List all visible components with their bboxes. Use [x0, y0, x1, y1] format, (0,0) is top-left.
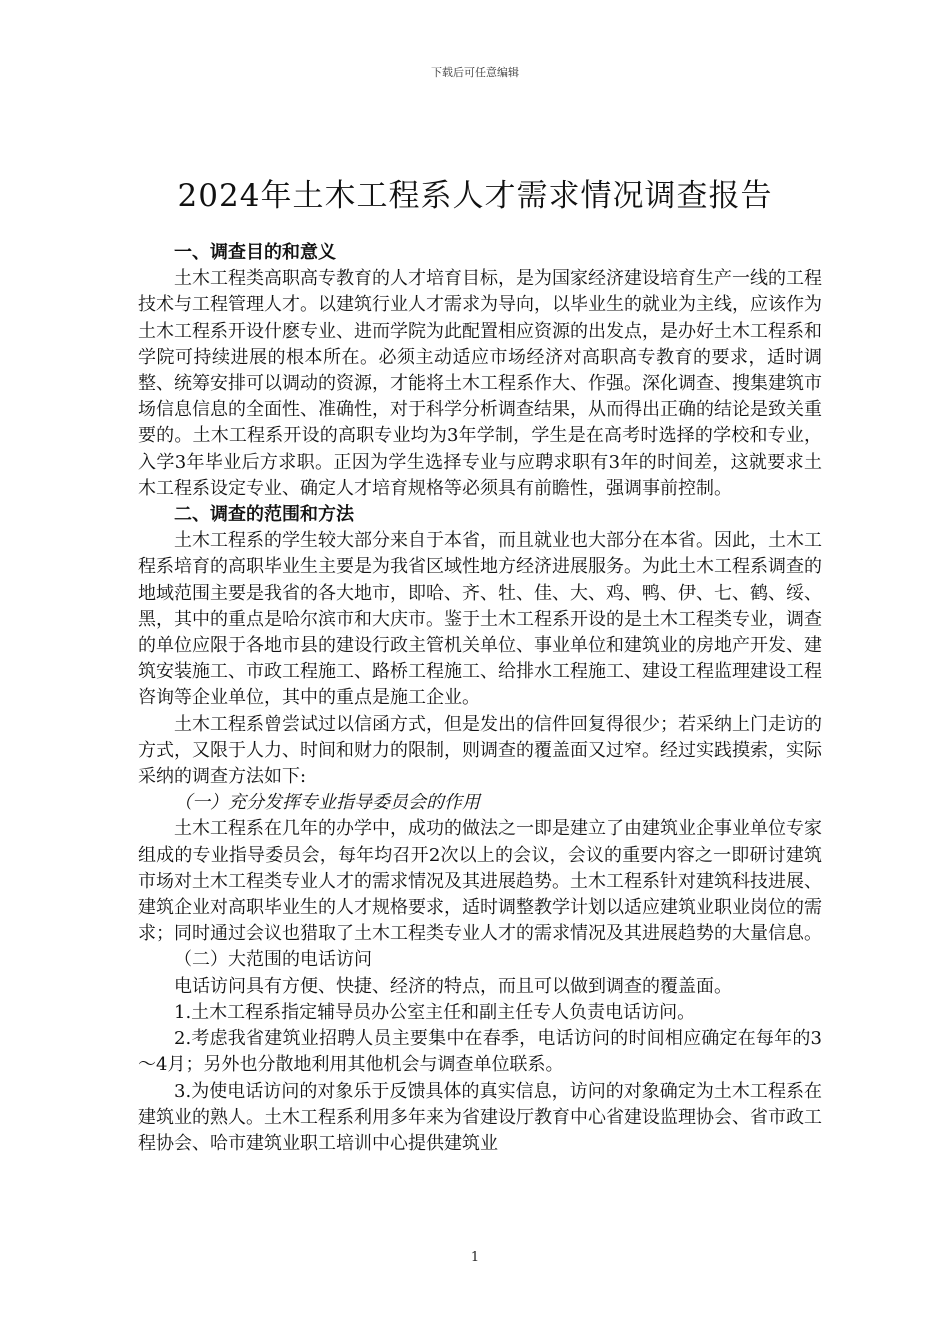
document-body	[138, 240, 822, 1157]
document-title: 2024年土木工程系人才需求情况调查报告	[177, 178, 773, 214]
paragraph: 电话访问具有方便、快捷、经济的特点，而且可以做到调查的覆盖面。	[174, 975, 732, 997]
section-heading-scope: 二、调查的范围和方法	[174, 504, 354, 526]
subsection-heading-phone: （二）大范围的电话访问	[174, 949, 372, 971]
paragraph: 土木工程系在几年的办学中，成功的做法之一即是建立了由建筑业企事业单位专家组成的专业指导委员会，每年均召开2次以上的会议，会议的重要内容之一即研讨建筑市场对土木工程类专业人才的需求情况及其进展趋势。土木工程系针对建筑科技进展、建筑企业对高职毕业生的人才规格要求，适时调整教学计划以适应建筑业职业岗位的需求；同时通过会议也猎取了土木工程类专业人才的需求情况及其进展趋势的大量信息。	[138, 818, 822, 945]
list-item: 1.土木工程系指定辅导员办公室主任和副主任专人负责电话访问。	[174, 1001, 696, 1023]
list-item: 2.考虑我省建筑业招聘人员主要集中在春季，电话访问的时间相应确定在每年的3～4月；另外也分散地利用其他机会与调查单位联系。	[138, 1028, 822, 1076]
paragraph: 土木工程系的学生较大部分来自于本省，而且就业也大部分在本省。因此，土木工程系培育的高职毕业生主要是为我省区域性地方经济进展服务。为此土木工程系调查的地域范围主要是我省的各大地市，即哈、齐、牡、佳、大、鸡、鸭、伊、七、鹤、绥、黑，其中的重点是哈尔滨市和大庆市。鉴于土木工程系开设的是土木工程类专业，调查的单位应限于各地市县的建设行政主管机关单位、事业单位和建筑业的房地产开发、建筑安装施工、市政工程施工、路桥工程施工、给排水工程施工、建设工程监理建设工程咨询等企业单位，其中的重点是施工企业。	[138, 530, 822, 709]
header-note: 下载后可任意编辑	[431, 66, 519, 79]
page-number: 1	[470, 1250, 480, 1265]
paragraph: 土木工程系曾尝试过以信函方式，但是发出的信件回复得很少；若采纳上门走访的方式，又限于人力、时间和财力的限制，则调查的覆盖面又过窄。经过实践摸索，实际采纳的调查方法如下:	[138, 713, 822, 788]
subsection-heading-committee: （一）充分发挥专业指导委员会的作用	[174, 792, 480, 814]
paragraph: 土木工程类高职高专教育的人才培育目标，是为国家经济建设培育生产一线的工程技术与工程管理人才。以建筑行业人才需求为导向，以毕业生的就业为主线，应该作为土木工程系开设什麽专业、进而学院为此配置相应资源的出发点，是办好土木工程系和学院可持续进展的根本所在。必须主动适应市场经济对高职高专教育的要求，适时调整、统筹安排可以调动的资源，才能将土木工程系作大、作强。深化调查、搜集建筑市场信息信息的全面性、准确性，对于科学分析调查结果，从而得出正确的结论是致关重要的。土木工程系开设的高职专业均为3年学制，学生是在高考时选择的学校和专业，入学3年毕业后方求职。正因为学生选择专业与应聘求职有3年的时间差，这就要求土木工程系设定专业、确定人才培育规格等必须具有前瞻性，强调事前控制。	[138, 268, 822, 499]
list-item: 3.为使电话访问的对象乐于反馈具体的真实信息，访问的对象确定为土木工程系在建筑业的熟人。土木工程系利用多年来为省建设厅教育中心省建设监理协会、省市政工程协会、哈市建筑业职工培训中心提供建筑业	[138, 1080, 822, 1154]
section-heading-purpose: 一、调查目的和意义	[174, 242, 336, 263]
